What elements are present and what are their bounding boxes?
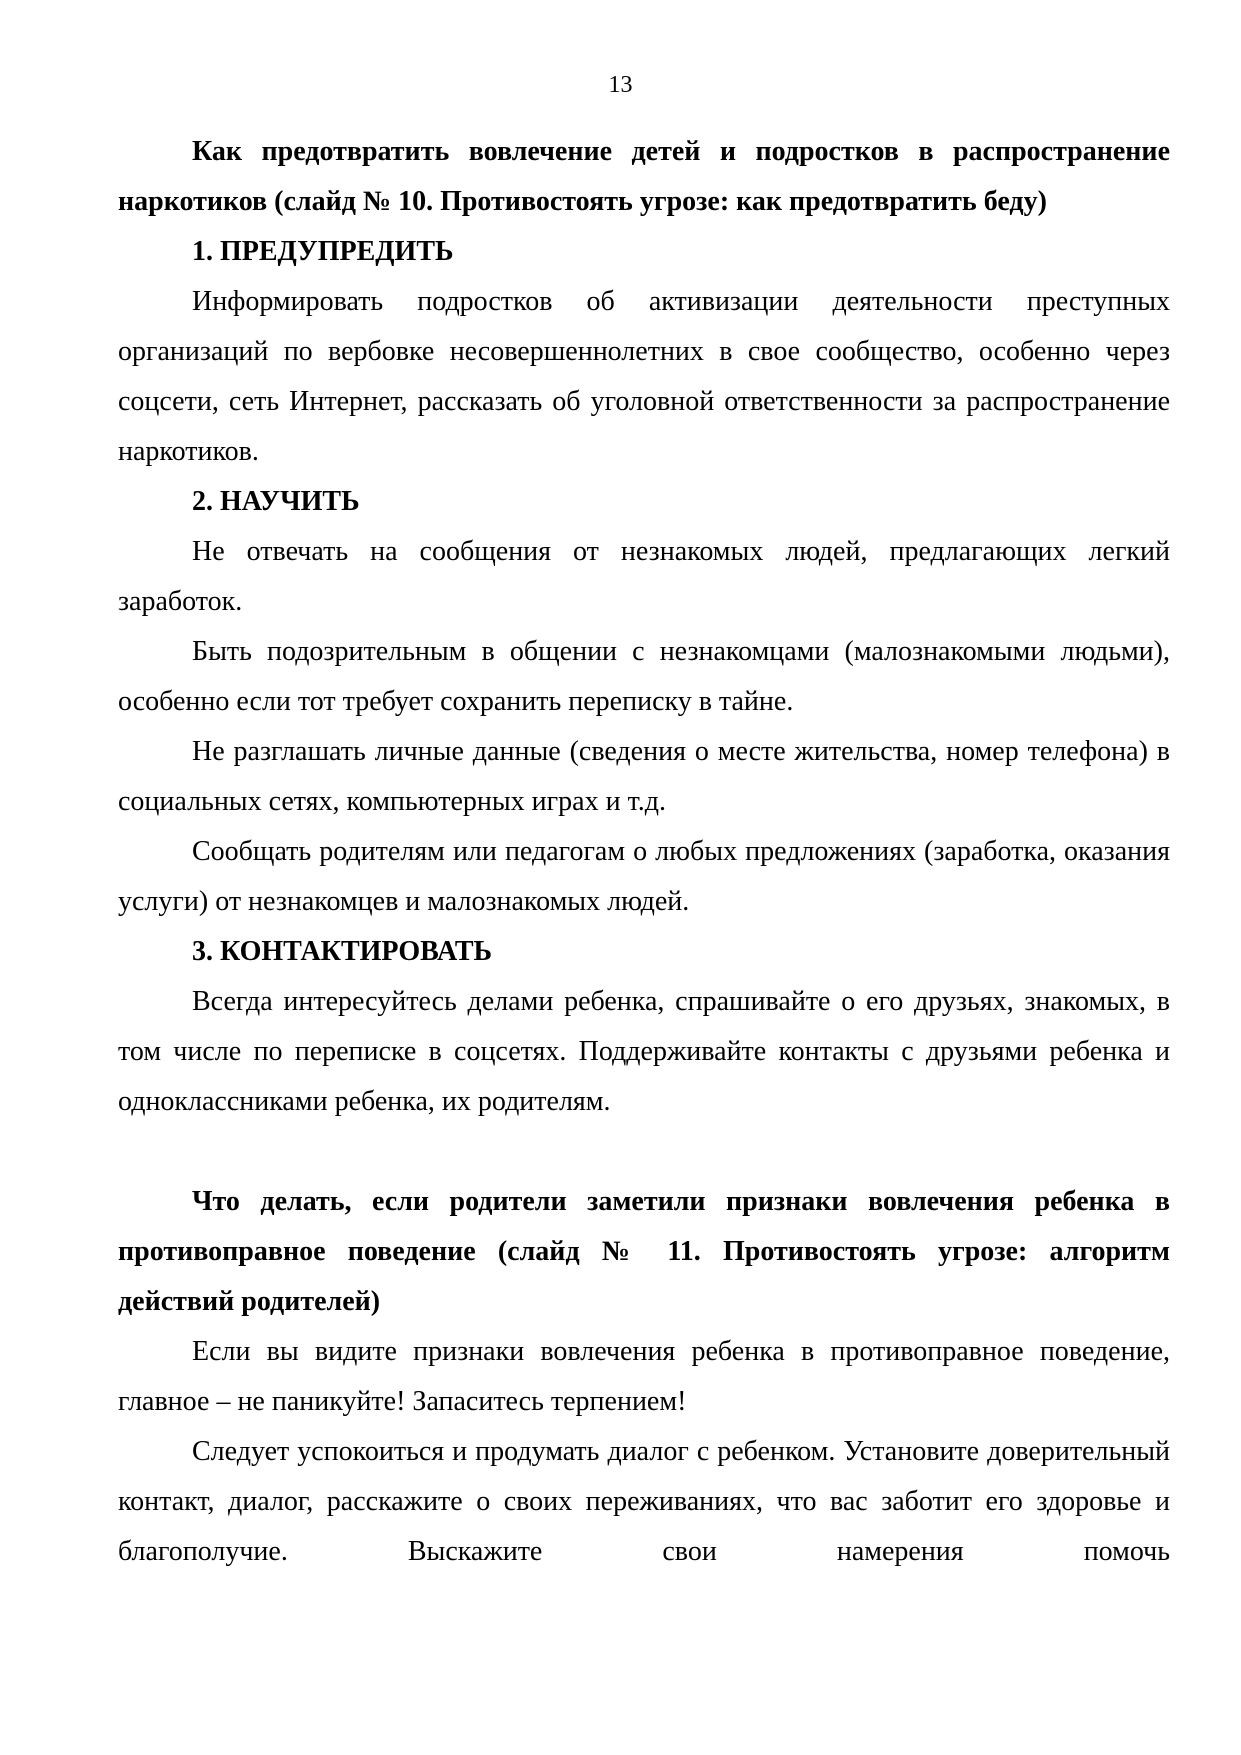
heading-contact: 3. КОНТАКТИРОВАТЬ (192, 936, 493, 967)
section-title-parents-actions: Что делать, если родители заметили признаки вовлечения ребенка в противоправное поведение (слайд № 11. Противостоять угрозе: алгоритм действий родителей) (118, 1186, 1170, 1317)
document-body (118, 127, 1170, 1577)
heading-teach: 2. НАУЧИТЬ (192, 486, 360, 517)
paragraph-parents-2: Следует успокоиться и продумать диалог с ребенком. Установите доверительный контакт, диалог, расскажите о своих переживаниях, что вас заботит его здоровье и благополучие. Выскажите свои намерения помочь (118, 1436, 1170, 1567)
paragraph-warn: Информировать подростков об активизации деятельности преступных организаций по вербовке несовершеннолетних в свое сообщество, особенно через соцсети, сеть Интернет, рассказать об уголовной ответственности за распространение наркотиков. (118, 286, 1170, 467)
paragraph-contact: Всегда интересуйтесь делами ребенка, спрашивайте о его друзьях, знакомых, в том числе по переписке в соцсетях. Поддерживайте контакты с друзьями ребенка и одноклассниками ребенка, их родителям. (118, 986, 1170, 1117)
heading-warn: 1. ПРЕДУПРЕДИТЬ (192, 236, 454, 267)
paragraph-parents-1: Если вы видите признаки вовлечения ребенка в противоправное поведение, главное – не паникуйте! Запаситесь терпением! (118, 1336, 1170, 1417)
paragraph-teach-1: Не отвечать на сообщения от незнакомых людей, предлагающих легкий заработок. (118, 536, 1170, 617)
section-title-prevention: Как предотвратить вовлечение детей и подростков в распространение наркотиков (слайд № 10. Противостоять угрозе: как предотвратить беду) (118, 136, 1170, 217)
section-gap (118, 1127, 1170, 1177)
paragraph-teach-4: Сообщать родителям или педагогам о любых предложениях (заработка, оказания услуги) от незнакомцев и малознакомых людей. (118, 836, 1170, 917)
paragraph-teach-3: Не разглашать личные данные (сведения о месте жительства, номер телефона) в социальных сетях, компьютерных играх и т.д. (118, 736, 1170, 817)
paragraph-teach-2: Быть подозрительным в общении с незнакомцами (малознакомыми людьми), особенно если тот требует сохранить переписку в тайне. (118, 636, 1170, 717)
page-number: 13 (608, 72, 633, 98)
